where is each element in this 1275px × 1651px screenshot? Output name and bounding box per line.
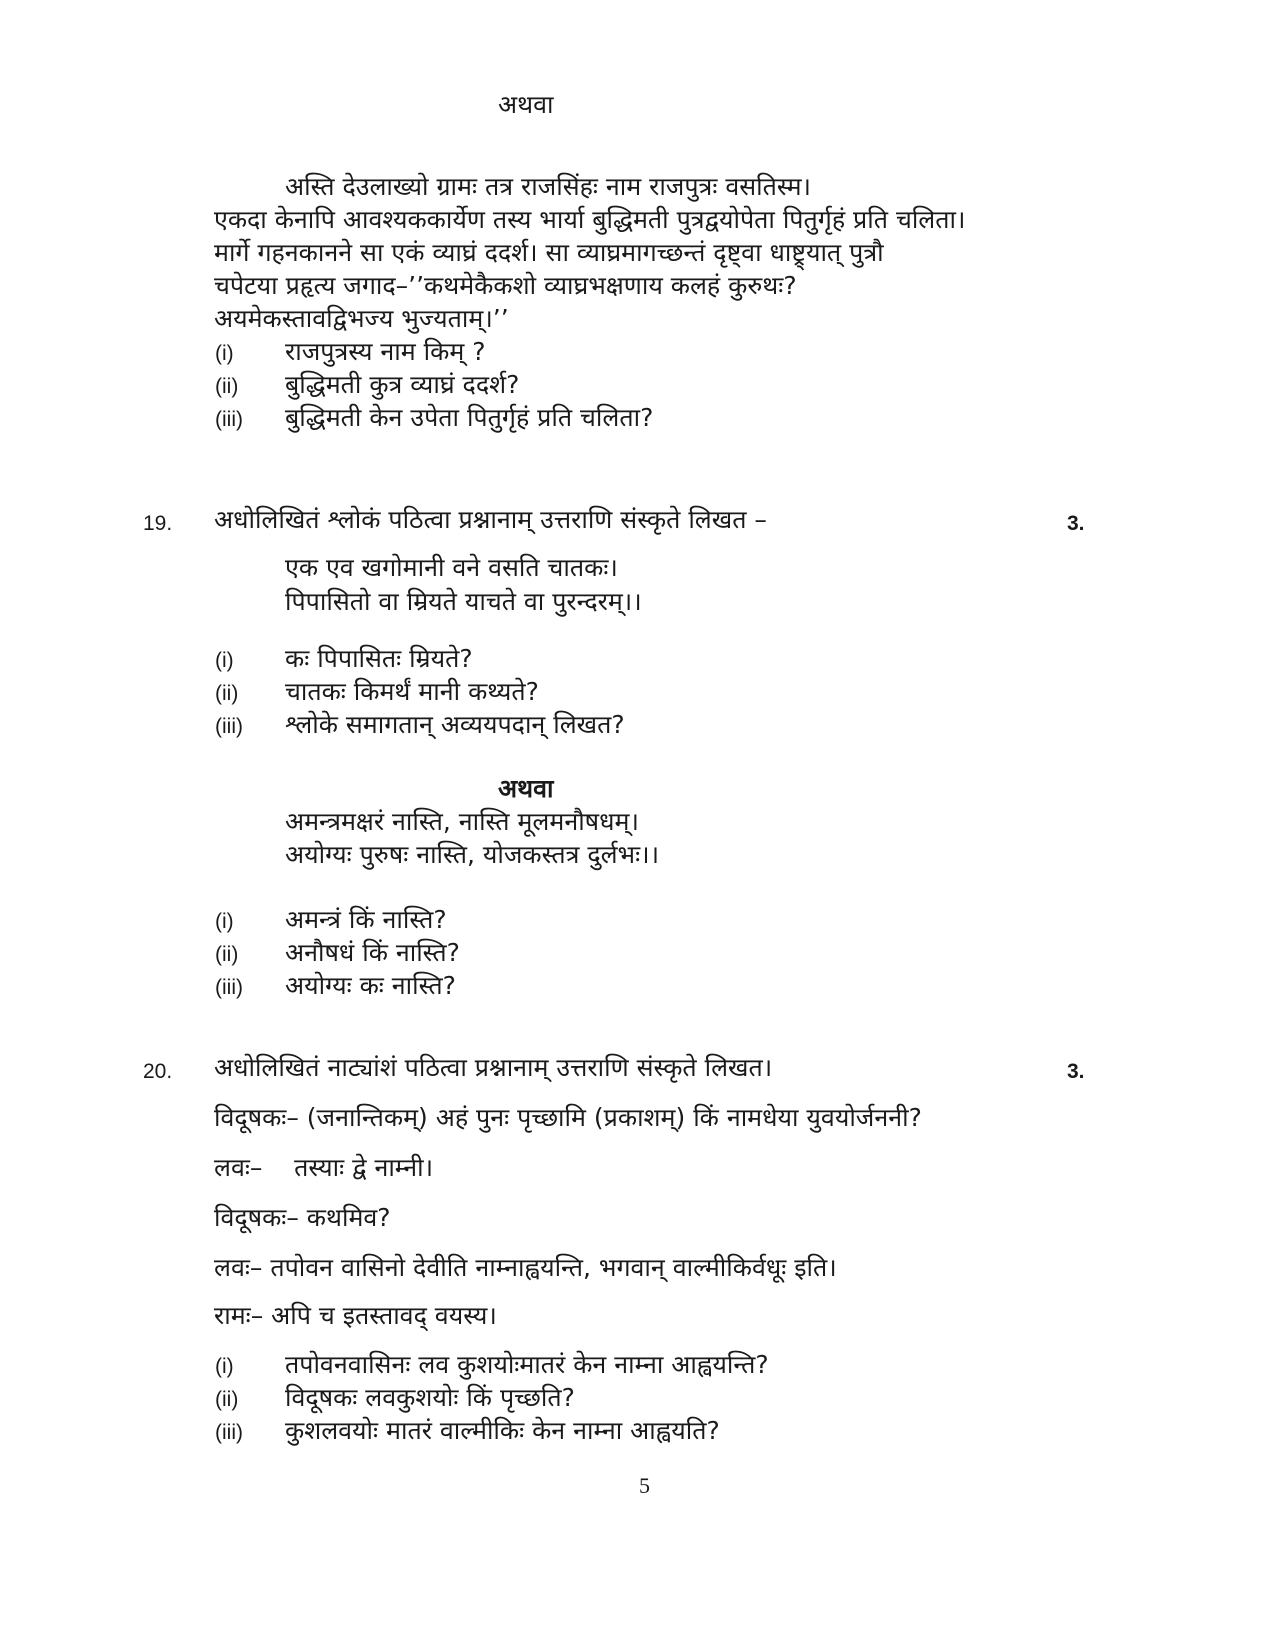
question-label: (ii)	[215, 375, 239, 398]
passage-line-2: एकदा केनापि आवश्यककार्येण तस्य भार्या बुद्धिमती पुत्रद्वयोपेता पितुर्गृहं प्रति चलिता।	[214, 205, 966, 234]
question-number-19: 19.	[143, 512, 173, 535]
q20-dialogue-line-5: रामः– अपि च इतस्तावद् वयस्य।	[214, 1301, 497, 1330]
q19-instruction: अधोलिखितं श्लोकं पठित्वा प्रश्नानाम् उत्तराणि संस्कृते लिखत –	[214, 505, 767, 534]
q19-verse-line-1: एक एव खगोमानी वने वसति चातकः।	[285, 553, 618, 582]
question-text: बुद्धिमती कुत्र व्याघ्रं ददर्श?	[285, 370, 520, 399]
q20-dialogue-line-3: विदूषकः– कथमिव?	[214, 1203, 391, 1232]
question-label: (i)	[215, 1355, 234, 1378]
q20-dialogue-line-2: लवः– तस्याः द्वे नाम्नी।	[214, 1153, 434, 1182]
passage-line-4: चपेटया प्रहृत्य जगाद–’’कथमेकैकशो व्याघ्रभक्षणाय कलहं कुरुथः?	[214, 271, 797, 300]
passage-line-1: अस्ति देउलाख्यो ग्रामः तत्र राजसिंहः नाम राजपुत्रः वसतिस्म।	[285, 172, 812, 201]
question-text: राजपुत्रस्य नाम किम् ?	[285, 337, 486, 366]
q20-dialogue-line-1: विदूषकः– (जनान्तिकम्) अहं पुनः पृच्छामि (प्रकाशम्) किं नामधेया युवयोर्जननी?	[214, 1103, 922, 1132]
question-label: (iii)	[215, 1421, 243, 1444]
question-text: श्लोके समागतान् अव्ययपदान् लिखत?	[285, 710, 625, 739]
question-label: (ii)	[215, 943, 239, 966]
question-text: अनौषधं किं नास्ति?	[285, 938, 460, 967]
question-label: (iii)	[215, 408, 243, 431]
or-heading-top: अथवा	[498, 90, 554, 119]
q19-or-heading: अथवा	[498, 774, 554, 803]
question-text: अमन्त्रं किं नास्ति?	[285, 905, 447, 934]
question-label: (i)	[215, 649, 234, 672]
question-text: बुद्धिमती केन उपेता पितुर्गृहं प्रति चलिता?	[285, 403, 654, 432]
question-text: कः पिपासितः म्रियते?	[285, 644, 473, 673]
question-number-20: 20.	[143, 1060, 173, 1083]
question-label: (ii)	[215, 682, 239, 705]
question-label: (i)	[215, 910, 234, 933]
question-text: तपोवनवासिनः लव कुशयोःमातरं केन नाम्ना आह्वयन्ति?	[285, 1350, 769, 1379]
question-label: (iii)	[215, 976, 243, 999]
question-text: अयोग्यः कः नास्ति?	[285, 971, 456, 1000]
q19-verse-line-2: पिपासितो वा म्रियते याचते वा पुरन्दरम्।।	[285, 587, 642, 616]
page-number: 5	[639, 1473, 650, 1498]
question-text: कुशलवयोः मातरं वाल्मीकिः केन नाम्ना आह्वयति?	[285, 1416, 720, 1445]
q19-or-verse-line-2: अयोग्यः पुरुषः नास्ति, योजकस्तत्र दुर्लभः।।	[285, 840, 660, 869]
question-text: चातकः किमर्थं मानी कथ्यते?	[285, 677, 539, 706]
q19-or-verse-line-1: अमन्त्रमक्षरं नास्ति, नास्ति मूलमनौषधम्।	[285, 807, 639, 836]
q20-dialogue-line-4: लवः– तपोवन वासिनो देवीति नाम्नाह्वयन्ति, भगवान् वाल्मीकिर्वधूः इति।	[214, 1253, 837, 1282]
q19-marks: 3.	[1067, 512, 1085, 535]
passage-line-5: अयमेकस्तावद्विभज्य भुज्यताम्।’’	[214, 304, 509, 333]
q20-instruction: अधोलिखितं नाट्यांशं पठित्वा प्रश्नानाम् उत्तराणि संस्कृते लिखत।	[214, 1053, 773, 1082]
passage-line-3: मार्गे गहनकानने सा एकं व्याघ्रं ददर्श। सा व्याघ्रमागच्छन्तं दृष्ट्वा धाष्ट्र्यात् पुत्रौ	[214, 238, 884, 267]
question-text: विदूषकः लवकुशयोः किं पृच्छति?	[285, 1383, 575, 1412]
question-label: (i)	[215, 342, 234, 365]
q20-marks: 3.	[1067, 1060, 1085, 1083]
question-label: (iii)	[215, 715, 243, 738]
question-label: (ii)	[215, 1388, 239, 1411]
